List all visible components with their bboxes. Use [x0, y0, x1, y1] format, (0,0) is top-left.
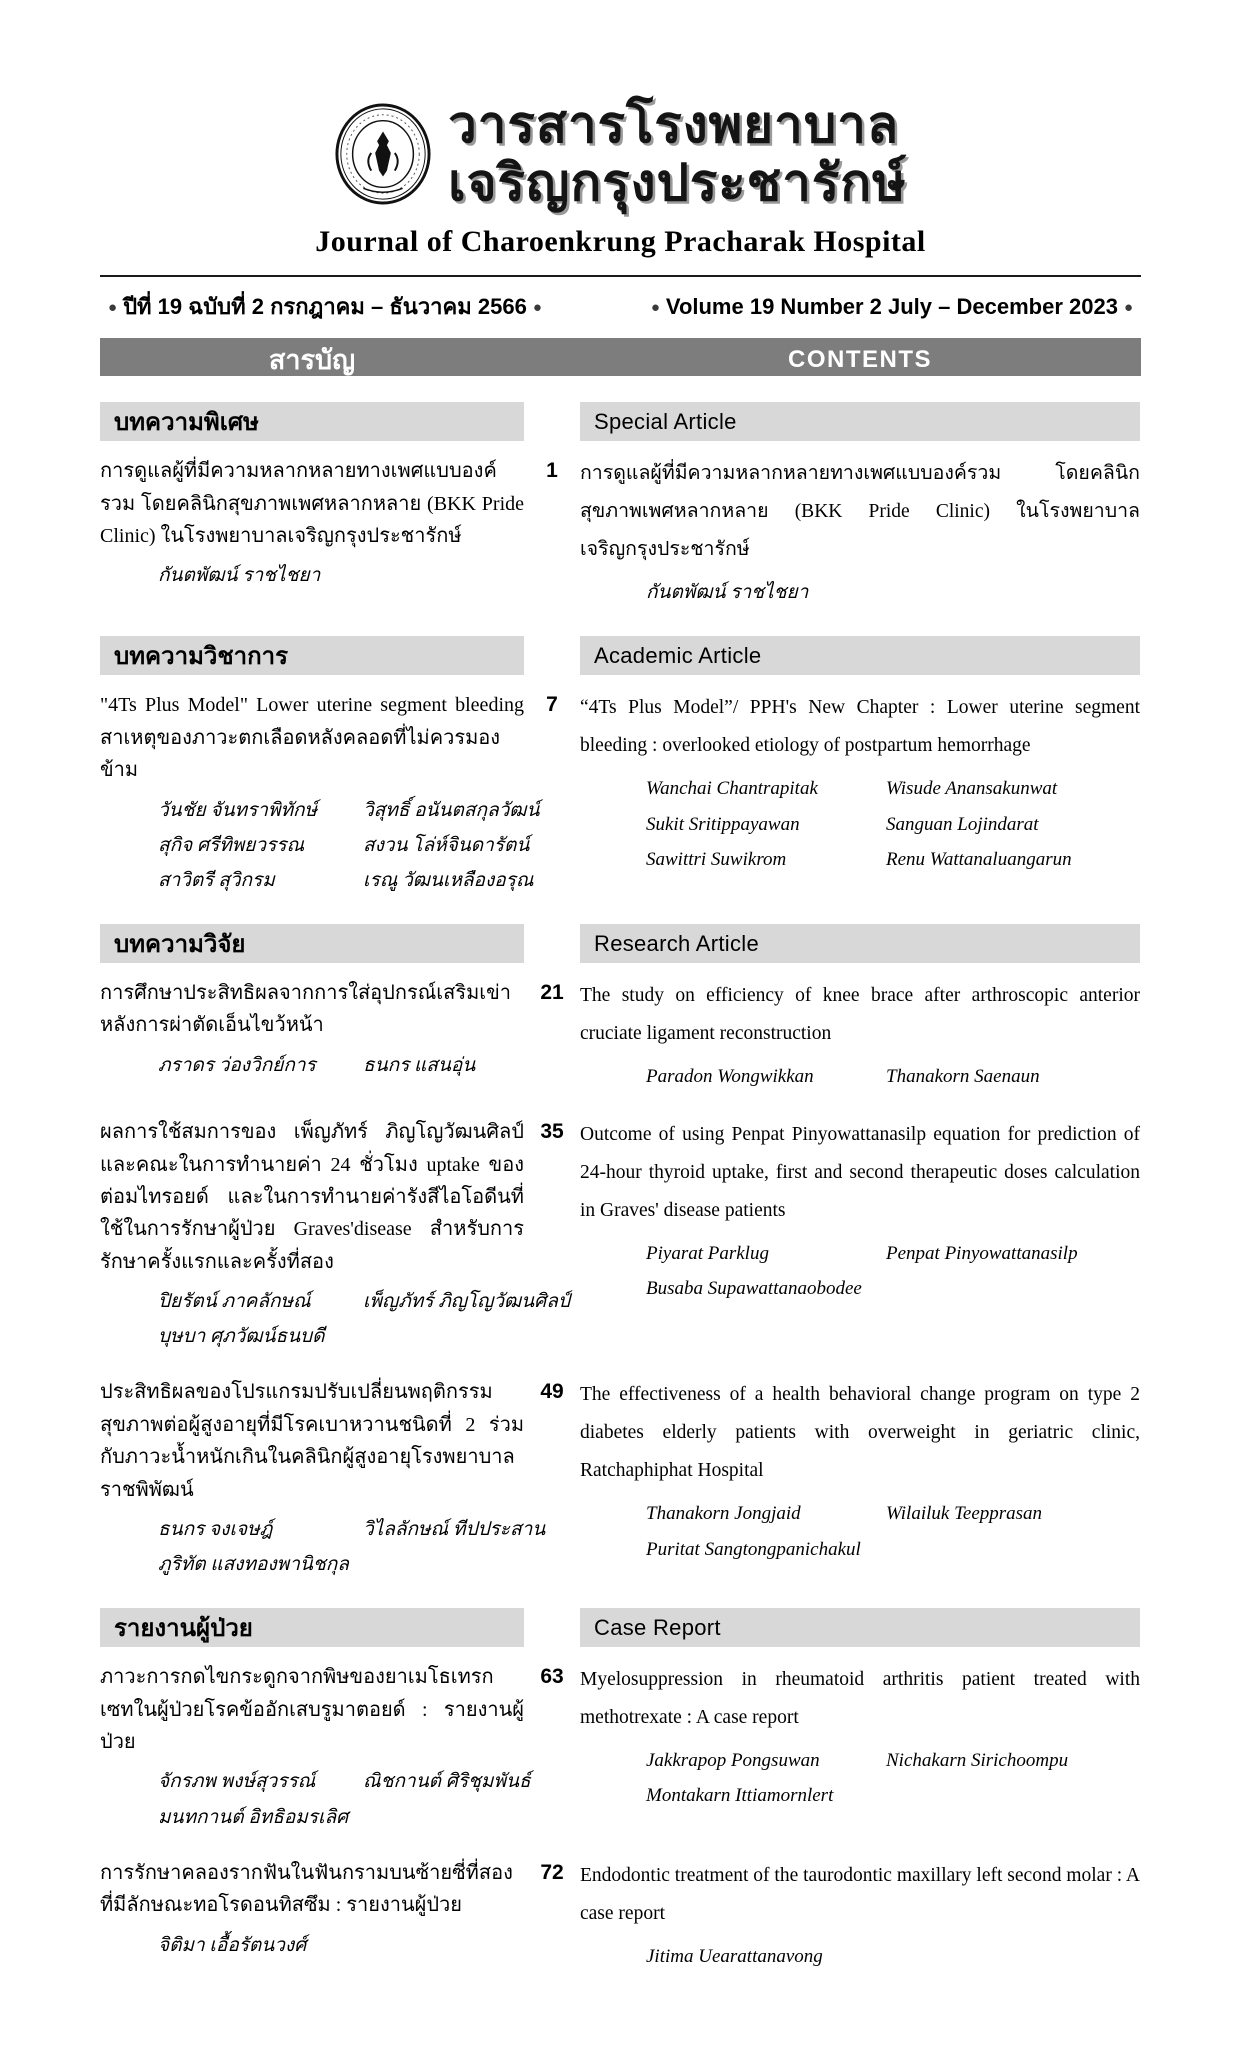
author-name: Jakkrapop Pongsuwan — [646, 1750, 820, 1772]
entry-title-english: The effectiveness of a health behavioral change program on type 2 diabetes elderly patients with overweight in geriatric clinic, Ratchaphiphat Hospital — [580, 1384, 1140, 1482]
toc-entry — [100, 1857, 1141, 1974]
author-name: Thanakorn Jongjaid — [646, 1503, 801, 1525]
entry-authors-thai — [100, 1928, 524, 1963]
entry-thai — [100, 1857, 524, 1963]
entry-title-thai: "4Ts Plus Model" Lower uterine segment bleeding สาเหตุของภาวะตกเลือดหลังคลอดที่ไม่ควรมองข้าม — [100, 694, 524, 782]
entry-thai — [100, 689, 540, 898]
section-header-special — [100, 402, 1141, 441]
entry-authors-english — [580, 1496, 1140, 1566]
entry-title-thai: ภาวะการกดไขกระดูกจากพิษของยาเมโธเทรกเซทในผู้ป่วยโรคข้ออักเสบรูมาตอยด์ : รายงานผู้ป่วย — [100, 1666, 524, 1754]
entry-title-thai: การรักษาคลองรากฟันในฟันกรามบนซ้ายซี่ที่สองที่มีลักษณะทอโรดอนทิสซึม : รายงานผู้ป่วย — [100, 1861, 513, 1917]
entry-authors-thai — [100, 1512, 546, 1582]
author-name: เรณู วัฒนเหลืองอรุณ — [363, 869, 534, 891]
entry-thai — [100, 1376, 546, 1582]
page-number: 35 — [540, 1120, 564, 1144]
volume-thai: ● ปีที่ 19 ฉบับที่ 2 กรกฎาคม – ธันวาคม 2566 ● — [102, 289, 548, 324]
entry-thai — [100, 1661, 531, 1834]
entry-title-english: Outcome of using Penpat Pinyowattanasilp equation for prediction of 24-hour thyroid uptake, first and second therapeutic doses calculation in Graves' disease patients — [580, 1124, 1140, 1222]
toc-entry — [100, 977, 1141, 1094]
entry-title-english: “4Ts Plus Model”/ PPH's New Chapter : Lower uterine segment bleeding : overlooked etiology of postpartum hemorrhage — [580, 697, 1140, 757]
author-name: Renu Wattanaluangarun — [886, 848, 1072, 870]
author-name: Wanchai Chantrapitak — [646, 778, 818, 800]
entry-english — [580, 1116, 1140, 1306]
entry-title-english: การดูแลผู้ที่มีความหลากหลายทางเพศแบบองค์รวม โดยคลินิกสุขภาพเพศหลากหลาย (BKK Pride Clinic) ในโรงพยาบาลเจริญกรุงประชารักษ์ — [580, 463, 1140, 561]
entry-title-thai: ผลการใช้สมการของ เพ็ญภัทร์ ภิญโญวัฒนศิลป์ และคณะในการทำนายค่า 24 ชั่วโมง uptake ของต่อมไทรอยด์ และในการทำนายค่ารังสีไอโอดีนที่ใช้ในการรักษาผู้ป่วย Graves'disease สำหรับการรักษาครั้งแรกและครั้งที่สอง — [100, 1121, 524, 1273]
author-name: วันชัย จันทราพิทักษ์ — [158, 799, 318, 821]
author-name: ภราดร ว่องวิกย์การ — [158, 1054, 316, 1076]
page-number: 1 — [546, 459, 558, 483]
section-header-academic — [100, 636, 1141, 675]
section-header-english: Research Article — [580, 924, 1140, 963]
entry-thai — [100, 977, 524, 1083]
divider-rule — [100, 275, 1141, 277]
entry-authors-thai — [100, 1048, 524, 1083]
author-name: ธนกร จงเจษฎ์ — [158, 1519, 273, 1540]
entry-title-english: The study on efficiency of knee brace after arthroscopic anterior cruciate ligament reconstruction — [580, 985, 1140, 1045]
toc-entry — [100, 455, 1141, 610]
section-header-case-report — [100, 1608, 1141, 1647]
entry-title-thai: ประสิทธิผลของโปรแกรมปรับเปลี่ยนพฤติกรรมสุขภาพต่อผู้สูงอายุที่มีโรคเบาหวานชนิดที่ 2 ร่วมกับภาวะน้ำหนักเกินในคลินิกผู้สูงอายุโรงพยาบาลราชพิพัฒน์ — [100, 1381, 524, 1501]
bullet-icon: ● — [650, 299, 660, 317]
author-name: Puritat Sangtongpanichakul — [646, 1538, 861, 1560]
contents-header-bar — [100, 338, 1141, 376]
entry-title-thai: การศึกษาประสิทธิผลจากการใส่อุปกรณ์เสริมเข่าหลังการผ่าตัดเอ็นไขว้หน้า — [100, 982, 511, 1037]
author-name: จิติมา เอื้อรัตนวงศ์ — [158, 1934, 307, 1956]
author-name: Montakarn Ittiamornlert — [646, 1785, 834, 1807]
bullet-icon: ● — [532, 299, 542, 317]
author-name: Jitima Uearattanavong — [646, 1945, 823, 1967]
author-name: Sanguan Lojindarat — [886, 813, 1039, 835]
entry-authors-english — [580, 575, 1140, 610]
section-header-thai: บทความวิจัย — [100, 924, 524, 963]
section-header-research — [100, 924, 1141, 963]
contents-title-thai: สารบัญ — [268, 345, 356, 376]
hospital-seal-logo — [334, 102, 432, 206]
entry-english — [580, 689, 1140, 876]
section-header-thai: บทความวิชาการ — [100, 636, 524, 675]
entry-authors-thai — [100, 1764, 531, 1834]
entry-title-english: Endodontic treatment of the taurodontic maxillary left second molar : A case report — [580, 1864, 1140, 1924]
page-number: 21 — [540, 981, 564, 1005]
section-header-english: Academic Article — [580, 636, 1140, 675]
author-name: Sawittri Suwikrom — [646, 848, 787, 870]
entry-english — [580, 1376, 1140, 1566]
toc-entry — [100, 1116, 1141, 1354]
author-name: ณิชกานต์ ศิริชุมพันธ์ — [363, 1771, 531, 1793]
volume-english: ● Volume 19 Number 2 July – December 2023 ● — [645, 294, 1139, 320]
entry-authors-english — [580, 1743, 1140, 1813]
author-name: กันตพัฒน์ ราชไชยา — [646, 582, 809, 604]
author-name: Paradon Wongwikkan — [646, 1066, 814, 1088]
entry-authors-english — [580, 771, 1140, 876]
journal-title-thai-line1: วารสารโรงพยาบาล — [448, 96, 900, 153]
author-name: เพ็ญภัทร์ ภิญโญวัฒนศิลป์ — [363, 1291, 570, 1313]
page-number: 72 — [540, 1860, 564, 1884]
author-name: Sukit Sritippayawan — [646, 813, 800, 835]
author-name: Piyarat Parklug — [646, 1243, 769, 1265]
section-header-thai: รายงานผู้ป่วย — [100, 1608, 524, 1647]
author-name: Wisude Anansakunwat — [886, 778, 1058, 800]
entry-english — [580, 455, 1140, 610]
contents-title-english: CONTENTS — [788, 345, 932, 373]
page-number: 49 — [540, 1380, 564, 1404]
author-name: Wilailuk Teepprasan — [886, 1503, 1043, 1525]
author-name: Thanakorn Saenaun — [886, 1066, 1040, 1088]
section-header-english: Special Article — [580, 402, 1140, 441]
entry-authors-thai — [100, 1284, 570, 1354]
page-number: 63 — [540, 1665, 564, 1689]
page-number: 7 — [546, 693, 558, 717]
entry-authors-thai — [100, 558, 524, 593]
toc-entry — [100, 689, 1141, 898]
author-name: มนทกานต์ อิทธิอมรเลิศ — [158, 1806, 349, 1828]
author-name: Busaba Supawattanaobodee — [646, 1278, 862, 1300]
author-name: สุกิจ ศรีทิพยวรรณ — [158, 834, 305, 856]
entry-authors-english — [580, 1059, 1140, 1094]
journal-title-thai — [448, 96, 907, 211]
entry-authors-thai — [100, 793, 540, 898]
entry-authors-english — [580, 1939, 1140, 1974]
author-name: บุษบา ศุภวัฒน์ธนบดี — [158, 1326, 325, 1348]
author-name: ปิยรัตน์ ภาคลักษณ์ — [158, 1291, 311, 1313]
entry-english — [580, 977, 1140, 1094]
entry-english — [580, 1661, 1140, 1813]
author-name: กันตพัฒน์ ราชไชยา — [158, 565, 321, 587]
entry-thai — [100, 455, 524, 593]
author-name: สาวิตรี สุวิกรม — [158, 869, 275, 891]
author-name: วิไลลักษณ์ ทีปประสาน — [363, 1519, 546, 1540]
author-name: จักรภพ พงษ์สุวรรณ์ — [158, 1771, 316, 1793]
toc-entry — [100, 1661, 1141, 1834]
author-name: ภูริทัต แสงทองพานิชกุล — [158, 1554, 349, 1576]
author-name: วิสุทธิ์ อนันตสกุลวัฒน์ — [363, 799, 540, 821]
section-header-english: Case Report — [580, 1608, 1140, 1647]
author-name: ธนกร แสนอุ่น — [363, 1054, 476, 1076]
toc-entry — [100, 1376, 1141, 1582]
entry-english — [580, 1857, 1140, 1974]
volume-row — [100, 289, 1141, 324]
author-name: สงวน โล่ห์จินดารัตน์ — [363, 834, 530, 856]
entry-title-english: Myelosuppression in rheumatoid arthritis patient treated with methotrexate : A case report — [580, 1669, 1140, 1729]
section-header-thai: บทความพิเศษ — [100, 402, 524, 441]
entry-authors-english — [580, 1236, 1140, 1306]
bullet-icon: ● — [108, 299, 118, 317]
author-name: Nichakarn Sirichoompu — [886, 1750, 1069, 1772]
entry-title-thai: การดูแลผู้ที่มีความหลากหลายทางเพศแบบองค์รวม โดยคลินิกสุขภาพเพศหลากหลาย (BKK Pride Clinic) ในโรงพยาบาลเจริญกรุงประชารักษ์ — [100, 460, 524, 548]
author-name: Penpat Pinyowattanasilp — [886, 1243, 1078, 1265]
journal-title-thai-line2: เจริญกรุงประชารักษ์ — [448, 153, 907, 211]
journal-title-english: Journal of Charoenkrung Pracharak Hospital — [315, 225, 926, 259]
bullet-icon: ● — [1123, 299, 1133, 317]
masthead — [100, 96, 1141, 211]
